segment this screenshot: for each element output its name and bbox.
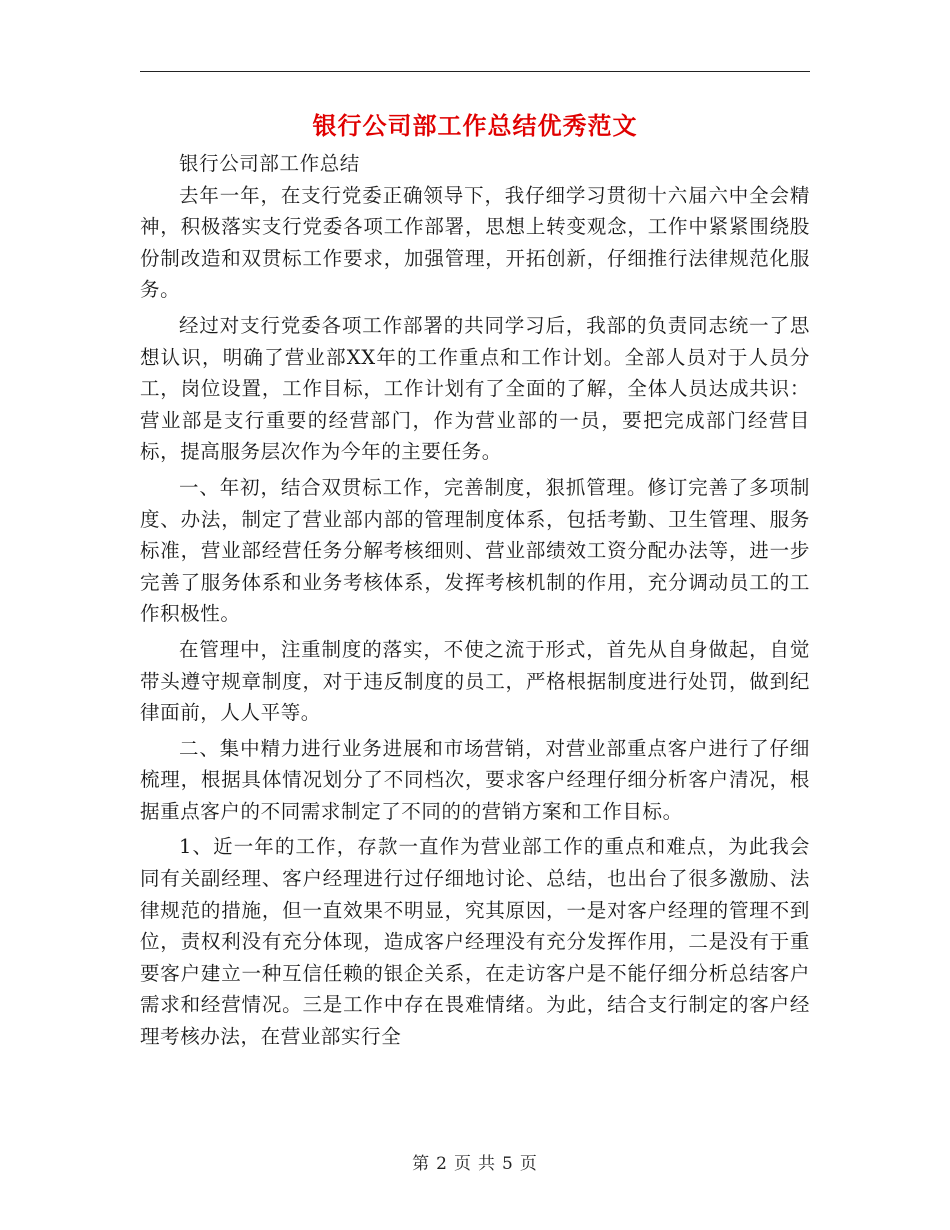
paragraph-intro: 去年一年，在支行党委正确领导下，我仔细学习贯彻十六届六中全会精神，积极落实支行党委各项工作部署，思想上转变观念，工作中紧紧围绕股份制改造和双贯标工作要求，加强管理，开拓创新，仔细推行法律规范化服务。 xyxy=(140,183,810,302)
paragraph-item-one: 1、近一年的工作，存款一直作为营业部工作的重点和难点，为此我会同有关副经理、客户经理进行过仔细地讨论、总结，也出台了很多激励、法律规范的措施，但一直效果不明显，究其原因，一是对客户经理的管理不到位，责权利没有充分体现，造成客户经理没有充分发挥作用，二是没有于重要客户建立一种互信任赖的银企关系，在走访客户是不能仔细分析总结客户需求和经营情况。三是工作中存在畏难情绪。为此，结合支行制定的客户经理考核办法，在营业部实行全 xyxy=(140,835,810,1049)
footer-total-word: 共 xyxy=(478,1154,496,1174)
document-title: 银行公司部工作总结优秀范文 xyxy=(312,112,638,140)
footer-total-pages: 5 xyxy=(502,1154,514,1174)
document-body xyxy=(140,148,810,1053)
footer-prefix: 第 xyxy=(412,1154,431,1174)
footer-page-word: 页 xyxy=(454,1154,472,1174)
footer-current-page: 2 xyxy=(436,1154,448,1174)
document-subtitle: 银行公司部工作总结 xyxy=(179,152,360,175)
page-footer xyxy=(140,1152,810,1176)
paragraph-consensus: 经过对支行党委各项工作部署的共同学习后，我部的负责同志统一了思想认识，明确了营业部XX年的工作重点和工作计划。全部人员对于人员分工，岗位设置，工作目标，工作计划有了全面的了解，全体人员达成共识：营业部是支行重要的经营部门，作为营业部的一员，要把完成部门经营目标，提高服务层次作为今年的主要任务。 xyxy=(140,313,810,464)
paragraph-section-one: 一、年初，结合双贯标工作，完善制度，狠抓管理。修订完善了多项制度、办法，制定了营业部内部的管理制度体系，包括考勤、卫生管理、服务标准，营业部经营任务分解考核细则、营业部绩效工资分配办法等，进一步完善了服务体系和业务考核体系，发挥考核机制的作用，充分调动员工的工作积极性。 xyxy=(140,475,810,626)
footer-suffix: 页 xyxy=(519,1154,538,1174)
header-rule xyxy=(140,71,810,72)
paragraph-section-two: 二、集中精力进行业务进展和市场营销，对营业部重点客户进行了仔细梳理，根据具体情况划分了不同档次，要求客户经理仔细分析客户清况，根据重点客户的不同需求制定了不同的的营销方案和工作目标。 xyxy=(140,736,810,823)
paragraph-management: 在管理中，注重制度的落实，不使之流于形式，首先从自身做起，自觉带头遵守规章制度，对于违反制度的员工，严格根据制度进行处罚，做到纪律面前，人人平等。 xyxy=(140,637,810,725)
